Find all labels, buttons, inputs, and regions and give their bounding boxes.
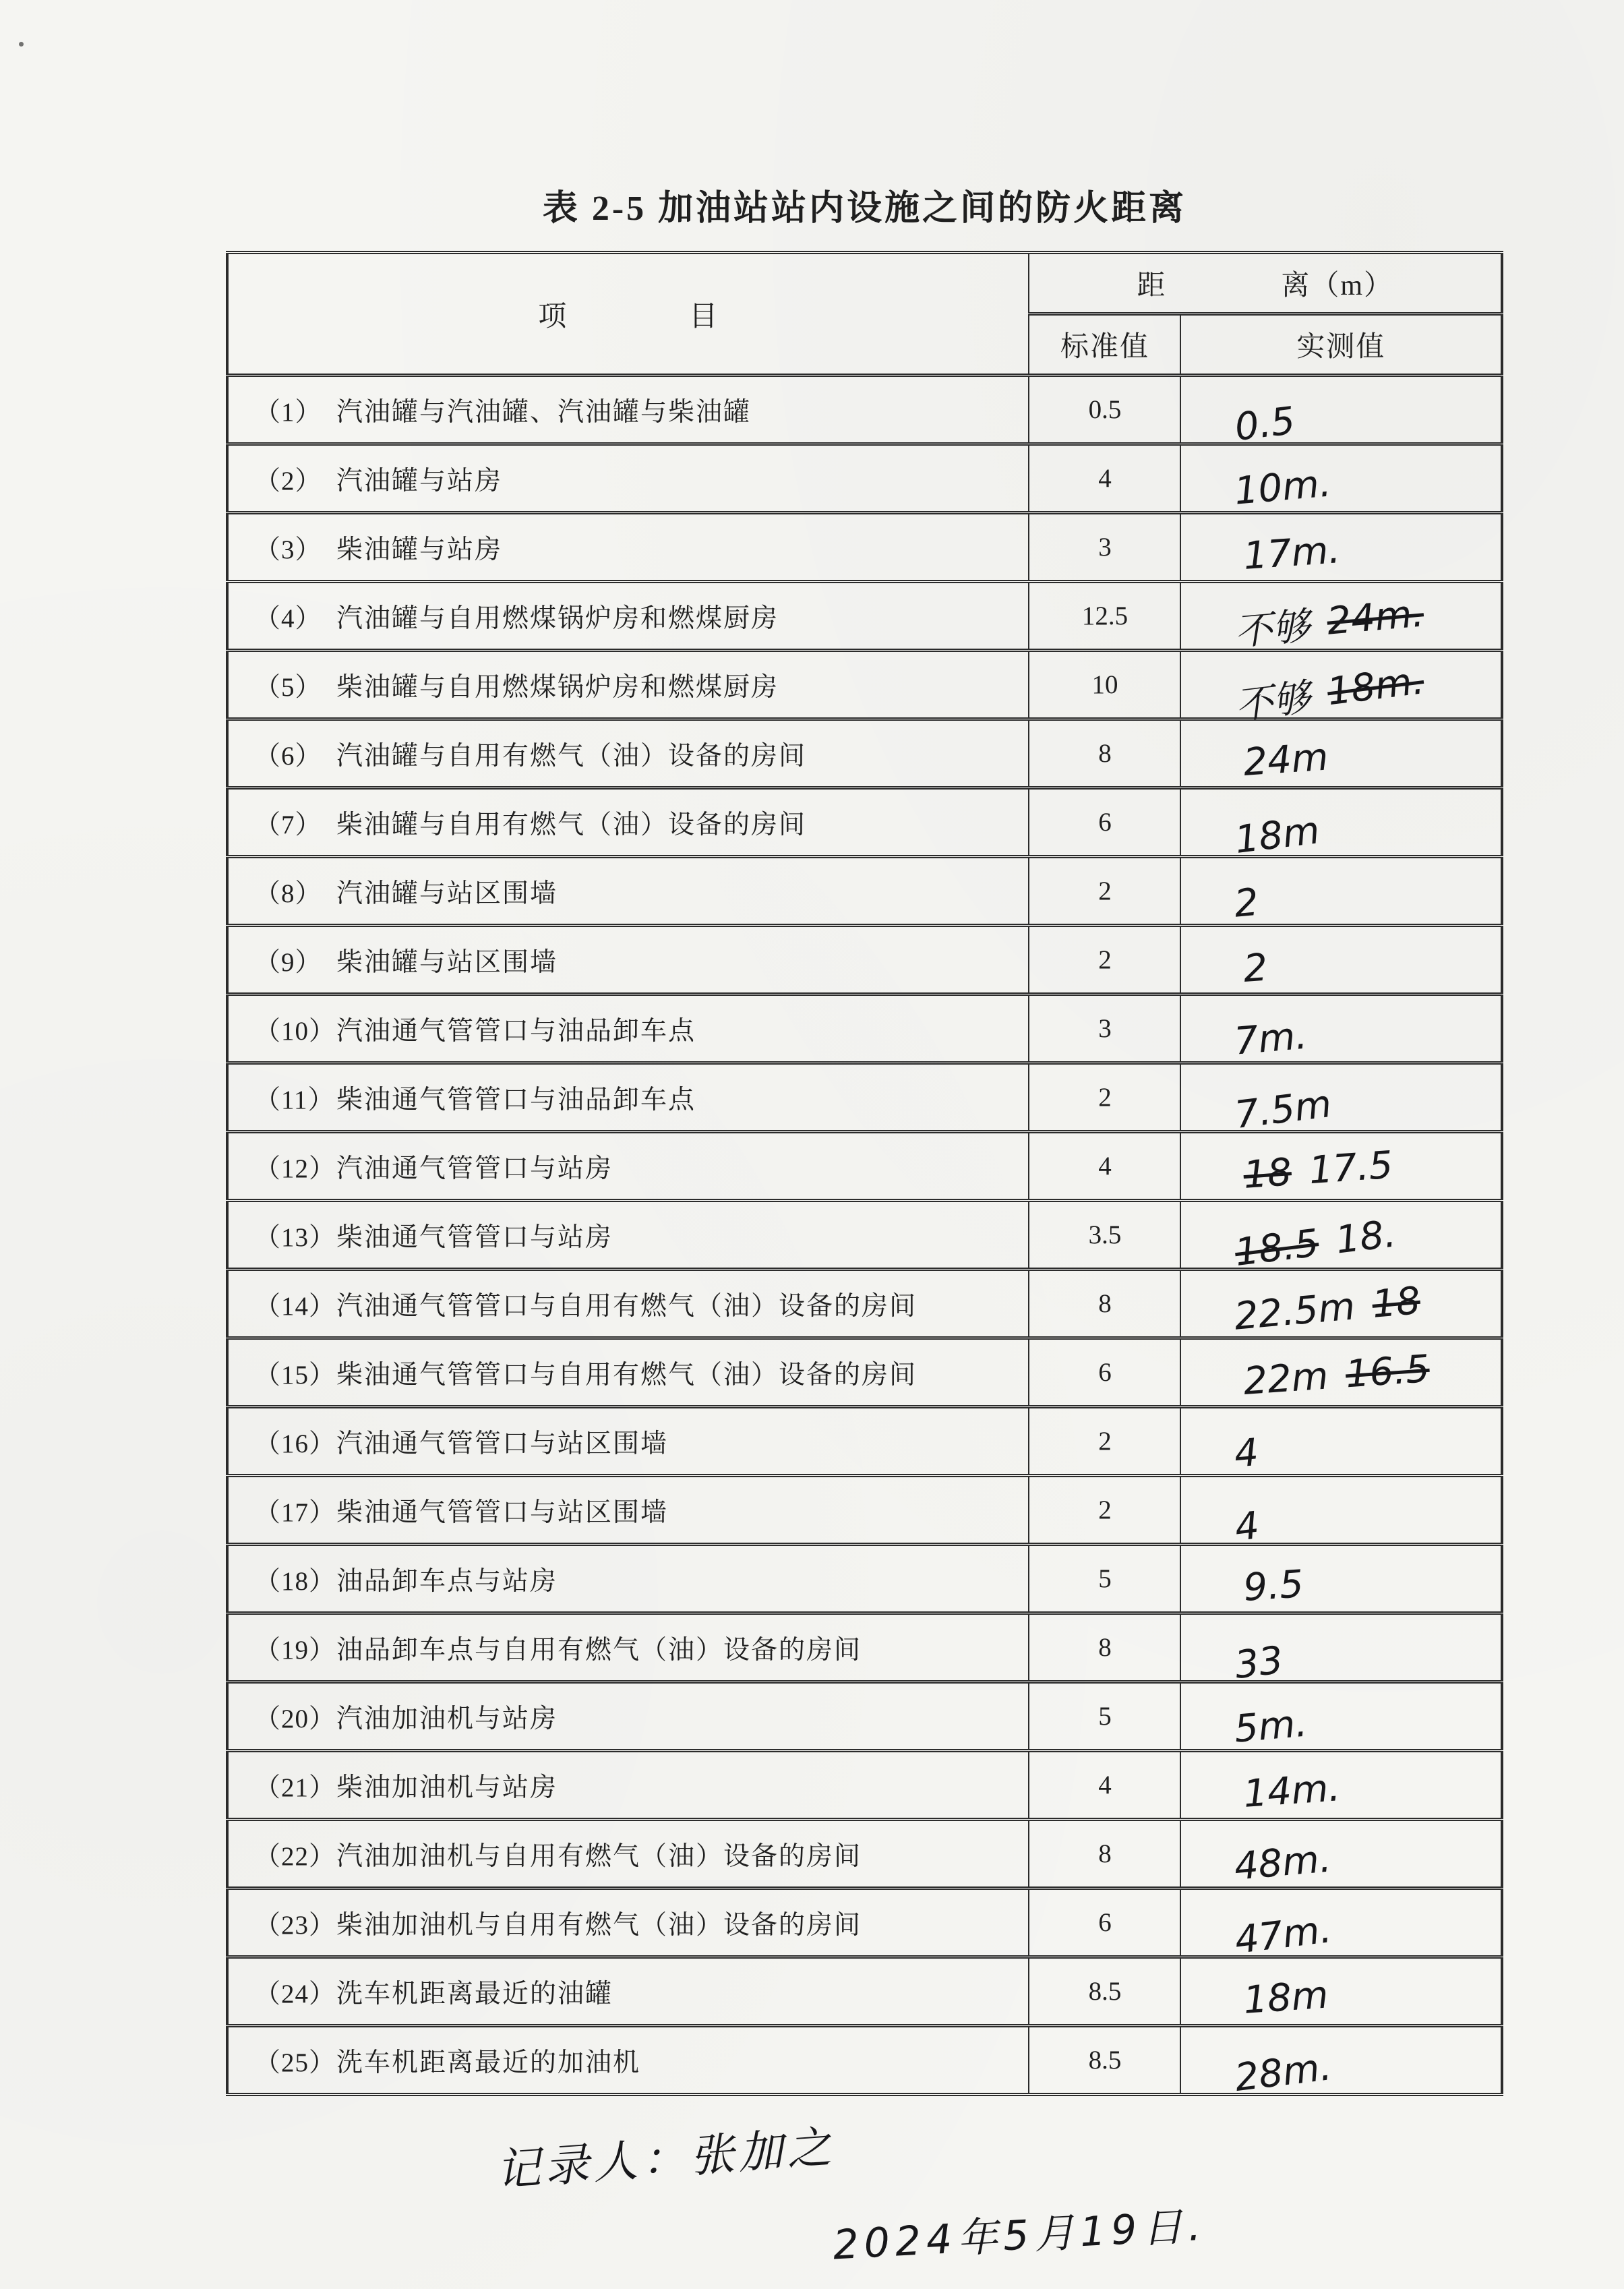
row-number: （19） — [254, 1635, 336, 1665]
row-item: 汽油通气管管口与站房 — [336, 1154, 613, 1183]
measured-value-part: 33 — [1232, 1638, 1286, 1688]
row-item: 汽油通气管管口与站区围墙 — [336, 1429, 669, 1458]
measured-value-cell — [1180, 513, 1502, 582]
row-item: 汽油通气管管口与自用有燃气（油）设备的房间 — [336, 1291, 918, 1321]
row-standard: 2 — [1098, 876, 1112, 905]
row-measured — [1190, 1135, 1511, 1201]
row-measured — [1180, 579, 1503, 661]
table-row — [227, 1751, 1502, 1820]
row-item: 洗车机距离最近的加油机 — [336, 2048, 641, 2077]
row-number: （12） — [254, 1154, 336, 1183]
header-standard-value: 标准值 — [1029, 314, 1180, 376]
table-row — [227, 651, 1502, 719]
row-standard: 2 — [1098, 1427, 1112, 1456]
table-row — [227, 994, 1502, 1063]
measured-value-part: 18m — [1232, 808, 1323, 863]
recorder-label: 记录人： — [494, 2131, 692, 2197]
measured-value-part: 22m — [1242, 1354, 1330, 1404]
row-measured — [1190, 1548, 1511, 1614]
row-standard: 8.5 — [1088, 1977, 1122, 2006]
row-item: 洗车机距离最近的油罐 — [336, 1979, 613, 2009]
measured-value-cell — [1180, 926, 1502, 994]
row-item: 油品卸车点与站房 — [336, 1566, 558, 1596]
standard-value-cell — [1029, 994, 1180, 1063]
measured-value-part: 5m. — [1232, 1701, 1309, 1752]
standard-value-cell — [1029, 1338, 1180, 1407]
item-cell — [227, 788, 1029, 857]
row-standard: 8 — [1098, 1839, 1112, 1868]
measured-value-part: 0.5 — [1232, 398, 1298, 450]
row-standard: 4 — [1098, 1771, 1112, 1800]
row-standard: 2 — [1098, 945, 1112, 974]
measured-value-part: 9.5 — [1242, 1562, 1306, 1611]
measured-value-part: 47m. — [1232, 1907, 1335, 1963]
standard-value-cell — [1029, 1545, 1180, 1613]
row-number: （1） — [254, 397, 322, 427]
table-row — [227, 926, 1502, 994]
row-number: （4） — [254, 603, 322, 633]
standard-value-cell — [1029, 926, 1180, 994]
table-row — [227, 1201, 1502, 1270]
row-item: 柴油通气管管口与自用有燃气（油）设备的房间 — [336, 1360, 918, 1390]
row-item: 汽油加油机与站房 — [336, 1704, 558, 1733]
table-row — [227, 1476, 1502, 1545]
measured-value-part: 17m. — [1242, 528, 1342, 579]
table-row — [227, 1132, 1502, 1201]
row-measured — [1180, 2024, 1503, 2106]
standard-value-cell — [1029, 376, 1180, 444]
measured-value-cell — [1180, 1820, 1502, 1889]
measured-value-part: 14m. — [1242, 1766, 1342, 1817]
measured-value-cell — [1180, 1889, 1502, 1963]
row-measured — [1180, 1684, 1502, 1756]
standard-value-cell — [1029, 1132, 1180, 1201]
item-cell — [227, 994, 1029, 1063]
measured-value-part: 24m. — [1325, 591, 1426, 643]
measured-value-cell — [1180, 651, 1502, 728]
row-standard: 0.5 — [1088, 395, 1122, 424]
standard-value-cell — [1029, 1476, 1180, 1545]
table-row — [227, 1338, 1502, 1407]
row-measured — [1190, 929, 1511, 995]
row-number: （13） — [254, 1222, 336, 1252]
item-cell — [227, 1338, 1029, 1407]
measured-value-part: 48m. — [1232, 1837, 1333, 1889]
header-distance-part1: 距 — [1137, 270, 1167, 301]
item-cell — [227, 1957, 1029, 2026]
measured-value-part: 2 — [1242, 945, 1269, 992]
scan-speck — [19, 42, 24, 47]
row-measured — [1180, 859, 1502, 930]
header-item-part1: 项 — [538, 301, 568, 332]
table-row — [227, 1270, 1502, 1338]
row-standard: 12.5 — [1081, 601, 1129, 630]
item-cell — [227, 1682, 1029, 1751]
measured-value-part: 18m — [1242, 1973, 1330, 2023]
measured-value-part: 7m. — [1232, 1013, 1309, 1064]
standard-value-cell — [1029, 1201, 1180, 1270]
row-measured — [1190, 723, 1511, 789]
row-standard: 8.5 — [1088, 2046, 1122, 2075]
row-number: （24） — [254, 1979, 336, 2009]
row-measured — [1180, 446, 1502, 518]
row-standard: 5 — [1098, 1564, 1112, 1593]
measured-value-part: 22.5m — [1232, 1284, 1357, 1339]
measured-value-cell — [1180, 857, 1502, 926]
item-cell — [227, 1889, 1029, 1957]
row-number: （25） — [254, 2048, 336, 2077]
header-row-1 — [227, 253, 1502, 314]
standard-value-cell — [1029, 1889, 1180, 1957]
measured-value-cell — [1180, 994, 1502, 1063]
standard-value-cell — [1029, 582, 1180, 651]
measured-value-part: 24m — [1242, 735, 1330, 785]
row-standard: 6 — [1098, 1358, 1112, 1387]
row-item: 汽油罐与自用有燃气（油）设备的房间 — [336, 741, 807, 771]
measured-value-cell — [1180, 1476, 1502, 1551]
row-item: 油品卸车点与自用有燃气（油）设备的房间 — [336, 1635, 862, 1665]
standard-value-cell — [1029, 1820, 1180, 1889]
item-cell — [227, 926, 1029, 994]
standard-value-cell — [1029, 788, 1180, 857]
row-number: （10） — [254, 1016, 336, 1046]
table-row — [227, 1957, 1502, 2026]
table-row — [227, 1682, 1502, 1751]
table-row — [227, 788, 1502, 857]
row-number: （17） — [254, 1497, 336, 1527]
row-standard: 6 — [1098, 808, 1112, 837]
row-item: 柴油加油机与自用有燃气（油）设备的房间 — [336, 1910, 862, 1940]
header-distance — [1029, 253, 1502, 314]
row-item: 柴油罐与站房 — [336, 535, 503, 564]
row-standard: 10 — [1091, 670, 1118, 699]
recorder-signature-line — [493, 2111, 837, 2199]
row-item: 柴油通气管管口与站区围墙 — [336, 1497, 669, 1527]
standard-value-cell — [1029, 1957, 1180, 2026]
row-standard: 3.5 — [1088, 1220, 1122, 1249]
row-standard: 4 — [1098, 464, 1112, 493]
table-row — [227, 719, 1502, 788]
measured-value-part: 17.5 — [1307, 1143, 1395, 1193]
standard-value-cell — [1029, 1063, 1180, 1132]
table-row — [227, 1545, 1502, 1613]
header-distance-part2: 离（m） — [1281, 270, 1394, 301]
measured-value-cell — [1180, 1751, 1502, 1820]
row-number: （23） — [254, 1910, 336, 1940]
table-row — [227, 1407, 1502, 1476]
measured-value-part: 7.5m — [1232, 1082, 1335, 1138]
standard-value-cell — [1029, 444, 1180, 513]
row-measured — [1180, 1822, 1502, 1893]
measured-value-part: 10m. — [1232, 461, 1333, 514]
row-number: （6） — [254, 741, 322, 771]
item-cell — [227, 582, 1029, 651]
table-row — [227, 1889, 1502, 1957]
item-cell — [227, 1132, 1029, 1201]
standard-value-cell — [1029, 1270, 1180, 1338]
measured-value-cell — [1180, 1338, 1502, 1407]
row-number: （11） — [254, 1085, 335, 1114]
measured-value-cell — [1180, 2026, 1502, 2101]
row-item: 柴油罐与自用有燃气（油）设备的房间 — [336, 810, 807, 839]
row-standard: 2 — [1098, 1083, 1112, 1112]
table-body — [227, 376, 1502, 2101]
row-measured — [1190, 1342, 1511, 1408]
measured-value-part: 不够 — [1233, 675, 1314, 728]
standard-value-cell — [1029, 513, 1180, 582]
page-title: 表 2-5 加油站站内设施之间的防火距离 — [542, 189, 1187, 228]
measured-value-part: 28m. — [1232, 2045, 1335, 2101]
row-standard: 8 — [1098, 1633, 1112, 1662]
item-cell — [227, 1820, 1029, 1889]
row-item: 柴油加油机与站房 — [336, 1773, 558, 1802]
measured-value-part: 18 — [1371, 1278, 1422, 1327]
row-number: （14） — [254, 1291, 336, 1321]
row-measured — [1180, 997, 1502, 1068]
table-row — [227, 1613, 1502, 1682]
fire-distance-table — [226, 251, 1503, 2101]
row-number: （9） — [254, 947, 322, 977]
item-cell — [227, 651, 1029, 719]
item-cell — [227, 1270, 1029, 1338]
measured-value-cell — [1180, 1613, 1502, 1688]
measured-value-cell — [1180, 1132, 1502, 1201]
row-measured — [1190, 1754, 1511, 1820]
row-measured — [1180, 1272, 1502, 1343]
measured-value-part: 2 — [1232, 880, 1261, 926]
table-row — [227, 2026, 1502, 2095]
measured-value-cell — [1180, 1545, 1502, 1613]
header-item — [227, 253, 1029, 376]
row-standard: 4 — [1098, 1152, 1112, 1181]
item-cell — [227, 1751, 1029, 1820]
measured-value-cell — [1180, 1201, 1502, 1276]
measured-value-cell — [1180, 376, 1502, 450]
table-row — [227, 582, 1502, 651]
row-item: 汽油加油机与自用有燃气（油）设备的房间 — [336, 1841, 862, 1871]
row-number: （16） — [254, 1429, 336, 1458]
table-row — [227, 444, 1502, 513]
standard-value-cell — [1029, 719, 1180, 788]
item-cell — [227, 1545, 1029, 1613]
row-item: 汽油罐与自用燃煤锅炉房和燃煤厨房 — [336, 603, 779, 633]
standard-value-cell — [1029, 651, 1180, 719]
item-cell — [227, 1407, 1029, 1476]
item-cell — [227, 719, 1029, 788]
row-number: （5） — [254, 672, 322, 702]
measured-value-cell — [1180, 1957, 1502, 2026]
standard-value-cell — [1029, 1407, 1180, 1476]
standard-value-cell — [1029, 1682, 1180, 1751]
row-number: （3） — [254, 535, 322, 564]
row-standard: 8 — [1098, 1289, 1112, 1318]
row-standard: 6 — [1098, 1908, 1112, 1937]
row-number: （15） — [254, 1360, 336, 1390]
row-standard: 8 — [1098, 739, 1112, 768]
table-row — [227, 1820, 1502, 1889]
row-item: 汽油罐与站房 — [336, 466, 503, 496]
header-item-part2: 目 — [689, 301, 719, 332]
row-number: （2） — [254, 466, 322, 496]
measured-value-cell — [1180, 788, 1502, 863]
row-number: （7） — [254, 810, 322, 839]
row-measured — [1180, 1409, 1502, 1481]
standard-value-cell — [1029, 1613, 1180, 1682]
measured-value-cell — [1180, 1682, 1502, 1751]
measured-value-part: 不够 — [1233, 603, 1313, 655]
row-number: （18） — [254, 1566, 336, 1596]
measured-value-cell — [1180, 1063, 1502, 1138]
row-measured — [1190, 1961, 1511, 2027]
row-item: 汽油通气管管口与油品卸车点 — [336, 1016, 696, 1046]
row-item: 柴油罐与自用燃煤锅炉房和燃煤厨房 — [336, 672, 779, 702]
row-standard: 2 — [1098, 1495, 1112, 1524]
row-item: 汽油罐与汽油罐、汽油罐与柴油罐 — [336, 397, 752, 427]
item-cell — [227, 1613, 1029, 1682]
standard-value-cell — [1029, 2026, 1180, 2095]
standard-value-cell — [1029, 857, 1180, 926]
table-header — [227, 253, 1502, 376]
row-item: 柴油通气管管口与油品卸车点 — [336, 1085, 696, 1114]
recorder-signature: 张加之 — [688, 2120, 837, 2183]
item-cell — [227, 513, 1029, 582]
row-item: 汽油罐与站区围墙 — [336, 879, 558, 908]
item-cell — [227, 1063, 1029, 1132]
measured-value-part: 18m. — [1325, 658, 1427, 714]
row-number: （21） — [254, 1773, 336, 1802]
item-cell — [227, 857, 1029, 926]
header-measured-value: 实测值 — [1180, 314, 1502, 376]
record-date: 2024年5月19日. — [831, 2202, 1208, 2269]
row-standard: 3 — [1098, 533, 1112, 562]
measured-value-part: 16.5 — [1344, 1346, 1432, 1397]
table-row — [227, 376, 1502, 444]
measured-value-cell — [1180, 582, 1502, 655]
measured-value-cell — [1180, 1407, 1502, 1476]
row-measured — [1190, 516, 1511, 583]
item-cell — [227, 444, 1029, 513]
row-number: （22） — [254, 1841, 336, 1871]
row-item: 柴油通气管管口与站房 — [336, 1222, 613, 1252]
measured-value-part: 18 — [1242, 1150, 1294, 1198]
measured-value-cell — [1180, 444, 1502, 513]
item-cell — [227, 376, 1029, 444]
row-number: （8） — [254, 879, 322, 908]
item-cell — [227, 1201, 1029, 1270]
table-row — [227, 513, 1502, 582]
row-item: 柴油罐与站区围墙 — [336, 947, 558, 977]
measured-value-part: 18.5 — [1232, 1221, 1322, 1276]
measured-value-cell — [1180, 1270, 1502, 1338]
measured-value-part: 18. — [1333, 1212, 1399, 1263]
standard-value-cell — [1029, 1751, 1180, 1820]
row-number: （20） — [254, 1704, 336, 1733]
measured-value-part: 4 — [1232, 1504, 1262, 1551]
row-standard: 5 — [1098, 1702, 1112, 1731]
item-cell — [227, 1476, 1029, 1545]
row-standard: 3 — [1098, 1014, 1112, 1043]
table-row — [227, 1063, 1502, 1132]
table-row — [227, 857, 1502, 926]
measured-value-part: 4 — [1232, 1430, 1261, 1477]
item-cell — [227, 2026, 1029, 2095]
